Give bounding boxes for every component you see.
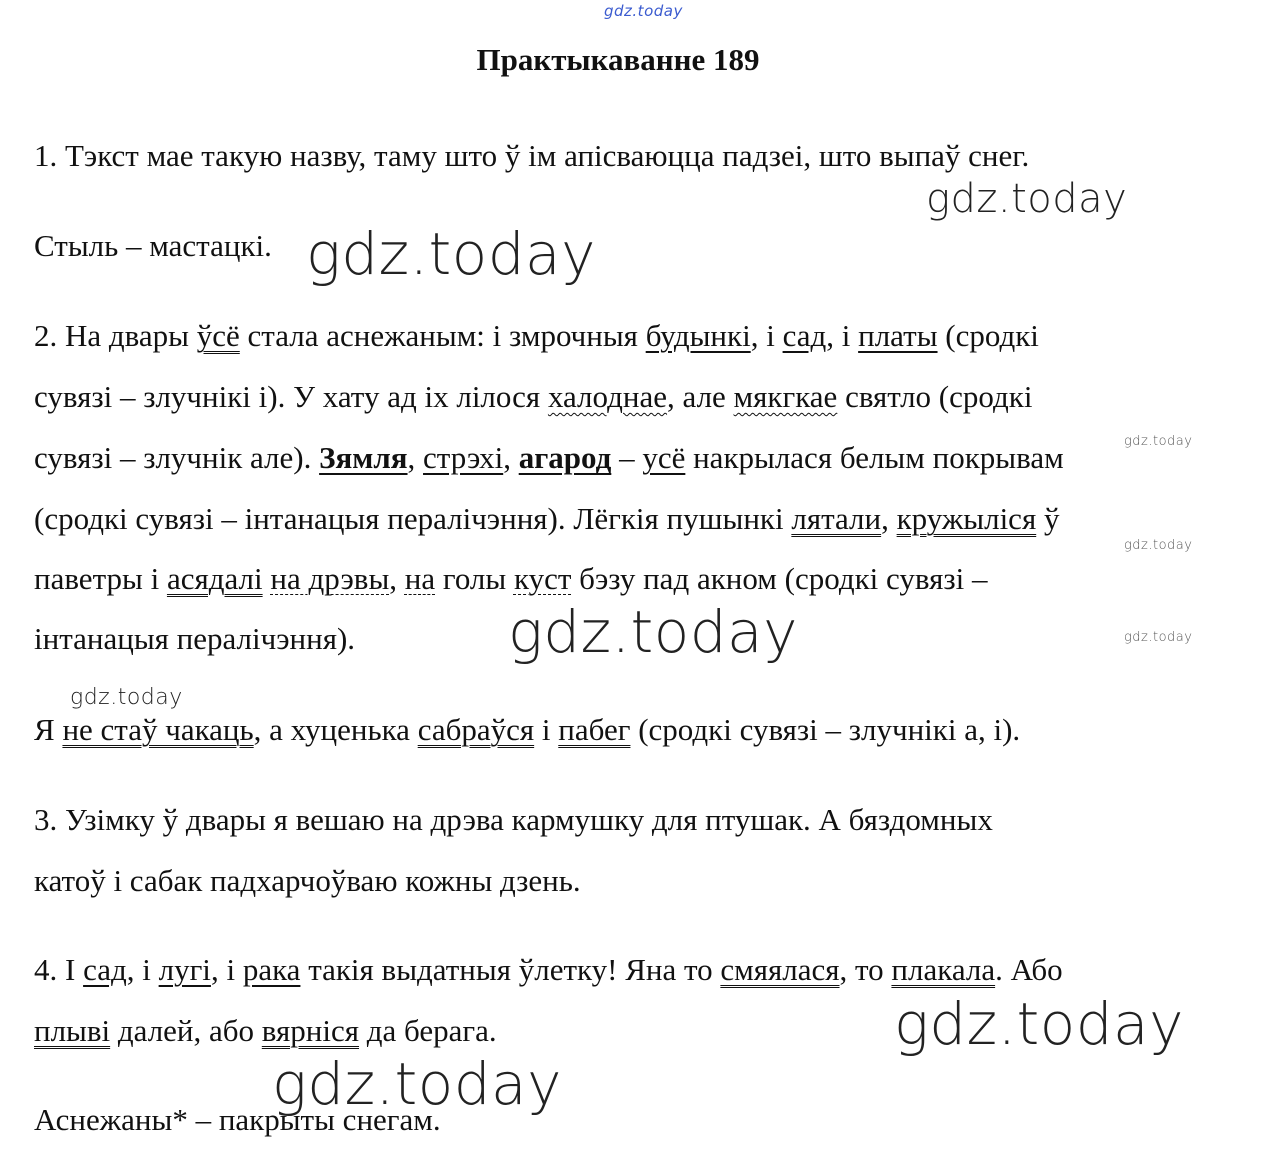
- watermark-small-2: gdz.today: [1124, 538, 1193, 553]
- adverbial: на: [404, 561, 436, 596]
- predicate: асядалі: [166, 561, 263, 596]
- p2-line-4: [34, 499, 1059, 539]
- p2-line-2: [34, 377, 1032, 417]
- p2-line-1: [34, 316, 1039, 356]
- watermark-small-3: gdz.today: [1124, 630, 1193, 645]
- text: (сродкі сувязі – інтанацыя пералічэння). Лёгкія пушынкі: [34, 501, 792, 536]
- p2-line-7: [34, 710, 1020, 750]
- p1-line-1: 1. Тэкст мае такую назву, таму што ў ім апісваюцца падзеі, што выпаў снег.: [34, 138, 1030, 173]
- subject: сад: [83, 952, 127, 987]
- text: , і: [826, 318, 859, 353]
- text: да берага.: [359, 1013, 497, 1048]
- p3-line-2: катоў і сабак падхарчоўваю кожны дзень.: [34, 863, 581, 898]
- text: –: [611, 440, 643, 475]
- predicate: кружыліся: [896, 501, 1037, 536]
- footnote: Аснежаны* – пакрыты снегам.: [34, 1102, 441, 1137]
- text: бэзу пад акном (сродкі сувязі –: [571, 561, 988, 596]
- adverbial: куст: [513, 561, 572, 596]
- text: такія выдатныя ўлетку! Яна то: [300, 952, 721, 987]
- text: сувязі – злучнік але).: [34, 440, 320, 475]
- text: стала аснежаным: і змрочныя: [239, 318, 646, 353]
- text: голы: [435, 561, 514, 596]
- text: паветры і: [34, 561, 167, 596]
- text: , то: [839, 952, 892, 987]
- subject: будынкі: [645, 318, 751, 353]
- text: 4. І: [34, 952, 84, 987]
- text: ,: [389, 561, 405, 596]
- subject: лугі: [158, 952, 211, 987]
- predicate: смяялася: [720, 952, 840, 987]
- predicate: вярніся: [261, 1013, 360, 1048]
- predicate: плыві: [34, 1013, 111, 1048]
- watermark-6: gdz.today: [272, 1050, 562, 1118]
- watermark-4: gdz.today: [70, 685, 183, 710]
- predicate: не стаў чакаць: [62, 712, 254, 747]
- subject: ўсё: [196, 318, 240, 353]
- p4-line-1: [34, 950, 1063, 990]
- text: , і: [750, 318, 783, 353]
- subject: стрэхі: [423, 440, 504, 475]
- p2-line-5: [34, 559, 988, 599]
- predicate: сабраўся: [417, 712, 535, 747]
- watermark-small-1: gdz.today: [1124, 434, 1193, 449]
- text: 2. На двары: [34, 318, 197, 353]
- attribute: мякгкае: [733, 379, 838, 414]
- text: ,: [881, 501, 897, 536]
- text: сувязі – злучнікі і). У хату ад іх лілося: [34, 379, 548, 414]
- watermark-1: gdz.today: [926, 176, 1128, 222]
- text: ,: [503, 440, 519, 475]
- subject: рака: [242, 952, 301, 987]
- text: , а хуценька: [253, 712, 418, 747]
- watermark-2: gdz.today: [306, 220, 596, 288]
- text: і: [534, 712, 559, 747]
- text: ў: [1036, 501, 1060, 536]
- text: далей, або: [110, 1013, 262, 1048]
- predicate: пабег: [558, 712, 631, 747]
- text: , і: [210, 952, 243, 987]
- adverbial: на дрэвы: [270, 561, 390, 596]
- predicate: лятали: [791, 501, 882, 536]
- text: накрылася белым покрывам: [685, 440, 1064, 475]
- text: ,: [407, 440, 424, 475]
- p1-line-2: Стыль – мастацкі.: [34, 228, 272, 263]
- subject: платы: [858, 318, 938, 353]
- p2-line-6: інтанацыя пералічэння).: [34, 621, 356, 656]
- page-title: Практыкаванне 189: [476, 42, 760, 77]
- text: (сродкі сувязі – злучнікі а, і).: [630, 712, 1021, 747]
- subject: Зямля: [319, 440, 408, 475]
- predicate: плакала: [891, 952, 996, 987]
- text: , але: [667, 379, 734, 414]
- subject: агарод: [518, 440, 612, 475]
- p3-line-1: 3. Узімку ў двары я вешаю на дрэва кармушку для птушак. А бяздомных: [34, 802, 993, 837]
- watermark-3: gdz.today: [508, 598, 798, 666]
- attribute: халоднае: [547, 379, 668, 414]
- watermark-5: gdz.today: [894, 990, 1184, 1058]
- text: Я: [34, 712, 63, 747]
- text: святло (сродкі: [837, 379, 1033, 414]
- p4-line-2: [34, 1011, 497, 1051]
- watermark-top: gdz.today: [604, 2, 683, 20]
- subject: усё: [642, 440, 686, 475]
- subject: сад: [782, 318, 827, 353]
- text: . Або: [995, 952, 1063, 987]
- text: , і: [126, 952, 159, 987]
- text: (сродкі: [937, 318, 1039, 353]
- p2-line-3: [34, 438, 1064, 478]
